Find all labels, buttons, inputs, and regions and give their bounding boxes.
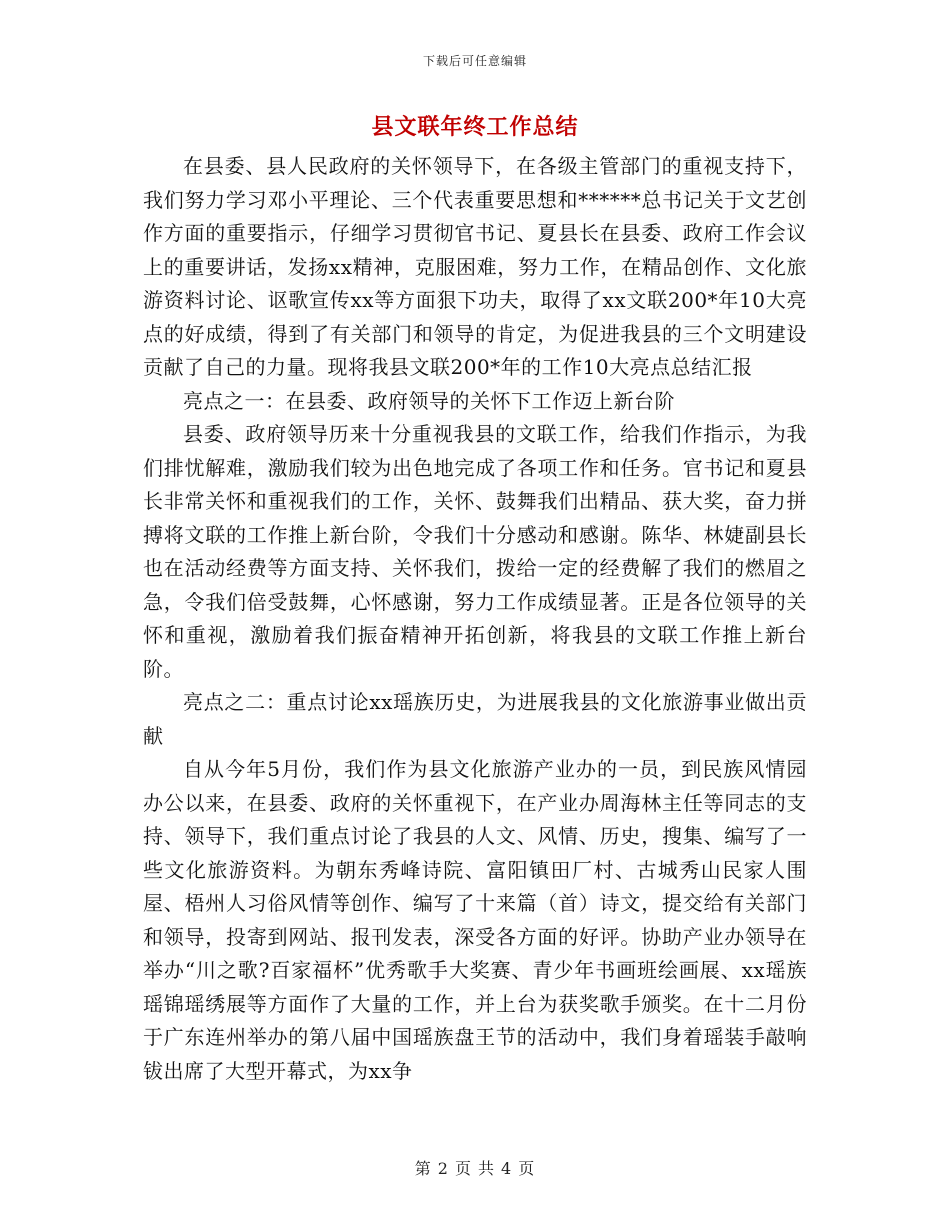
page-label-prefix: 第 — [414, 1159, 432, 1178]
page-label-mid-b: 共 — [478, 1159, 496, 1178]
paragraph-highlight-2-heading: 亮点之二：重点讨论xx瑶族历史，为进展我县的文化旅游事业做出贡献 — [143, 690, 807, 748]
total-pages-number: 4 — [501, 1159, 513, 1178]
paragraph-highlight-1-body: 县委、政府领导历来十分重视我县的文联工作，给我们作指示，为我们排忧解难，激励我们较为出色地完成了各项工作和任务。官书记和夏县长非常关怀和重视我们的工作，关怀、鼓舞我们出精品、获大奖，奋力拼搏将文联的工作推上新台阶，令我们十分感动和感谢。陈华、林婕副县长也在活动经费等方面支持、关怀我们，拨给一定的经费解了我们的燃眉之急，令我们倍受鼓舞，心怀感谢，努力工作成绩显著。正是各位领导的关怀和重视，激励着我们振奋精神开拓创新，将我县的文联工作推上新台阶。 — [143, 422, 807, 681]
paragraph-intro: 在县委、县人民政府的关怀领导下，在各级主管部门的重视支持下，我们努力学习邓小平理论、三个代表重要思想和******总书记关于文艺创作方面的重要指示，仔细学习贯彻官书记、夏县长在县委、政府工作会议上的重要讲话，发扬xx精神，克服困难，努力工作，在精品创作、文化旅游资料讨论、讴歌宣传xx等方面狠下功夫，取得了xx文联200*年10大亮点的好成绩，得到了有关部门和领导的肯定，为促进我县的三个文明建设贡献了自己的力量。现将我县文联200*年的工作10大亮点总结汇报 — [143, 154, 807, 379]
page-header-note: 下载后可任意编辑 — [422, 54, 527, 68]
paragraph-highlight-1-heading: 亮点之一：在县委、政府领导的关怀下工作迈上新台阶 — [183, 388, 675, 413]
document-title: 县文联年终工作总结 — [371, 114, 579, 140]
paragraph-highlight-2-body: 自从今年5月份，我们作为县文化旅游产业办的一员，到民族风情园办公以来，在县委、政府的关怀重视下，在产业办周海林主任等同志的支持、领导下，我们重点讨论了我县的人文、风情、历史，搜集、编写了一些文化旅游资料。为朝东秀峰诗院、富阳镇田厂村、古城秀山民家人围屋、梧州人习俗风情等创作、编写了十来篇（首）诗文，提交给有关部门和领导，投寄到网站、报刊发表，深受各方面的好评。协助产业办领导在举办“川之歌?百家福杯”优秀歌手大奖赛、青少年书画班绘画展、xx瑶族瑶锦瑶绣展等方面作了大量的工作，并上台为获奖歌手颁奖。在十二月份于广东连州举办的第八届中国瑶族盘王节的活动中，我们身着瑶装手敲响钹出席了大型开幕式，为xx争 — [143, 757, 807, 1083]
page-number-footer — [0, 1156, 950, 1179]
page-label-suffix: 页 — [518, 1159, 536, 1178]
page-label-mid-a: 页 — [454, 1159, 472, 1178]
current-page-number: 2 — [437, 1159, 449, 1178]
document-body — [143, 150, 807, 1088]
